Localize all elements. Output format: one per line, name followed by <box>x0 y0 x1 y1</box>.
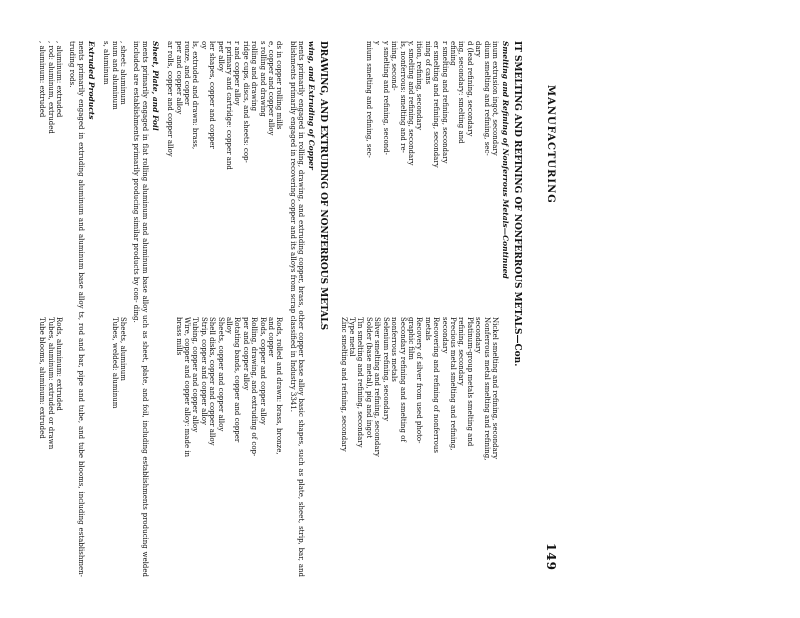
list-item: , aluminum: extruded <box>54 41 63 118</box>
list-item: Strip, copper and copper alloy <box>199 317 208 425</box>
list-item: Sheets, aluminum <box>118 317 127 381</box>
list-item: Sheets, copper and copper alloy <box>216 317 225 432</box>
list-item: y <box>373 41 382 45</box>
list-item: Precious metal smelting and refining, <box>448 317 457 451</box>
list-item: s rolling and drawing <box>258 41 267 117</box>
index-list-smelting <box>339 41 499 577</box>
list-item: ing, secondary: smelting and <box>457 41 466 144</box>
list-column-right <box>166 317 284 577</box>
list-item: and copper <box>267 317 276 357</box>
list-item: ining, second- <box>390 41 399 91</box>
list-item: Nonferrous metal smelting and refining, <box>482 317 491 461</box>
list-item: ridge cups, discs, and sheets: cop- <box>241 41 250 163</box>
list-item: ition, refining, secondary <box>415 41 424 131</box>
list-item: nonferrous metals <box>390 317 399 382</box>
subsection-heading-smelting: Smelting and Refining of Nonferrous Metals—Continued <box>501 41 510 279</box>
list-item: ronze, and copper <box>183 41 191 106</box>
list-item: secondary <box>474 317 483 354</box>
list-item: Tin smelting and refining, secondary <box>356 317 365 448</box>
list-item: Shell disks, copper and copper alloy <box>208 317 217 446</box>
definition-paragraph-aluminum-sheet: ments primarily engaged in flat rolling aluminum and aluminum base alloy uch as sheet, plate, and foil, including establishments producing welded included are establishments primarily producing similar products by con- ding. <box>132 41 149 577</box>
list-item: ls, extruded and drawn: brass, <box>191 41 200 150</box>
list-item: dium smelting and refining, sec- <box>482 41 491 156</box>
list-column-right <box>339 317 499 577</box>
list-item: per and copper alloy <box>174 41 183 115</box>
list-item: graphic film <box>406 317 415 360</box>
list-item: mium smelting and refining, sec- <box>364 41 373 158</box>
list-item: y, smelting and refining, secondary <box>406 41 415 166</box>
list-item: Recovering and refining of nonferrous <box>432 317 441 453</box>
section-heading-smelting: IT SMELTING AND REFINING OF NONFERROUS METALS—Con. <box>512 41 522 367</box>
subsection-heading-aluminum-extruded: Extruded Products <box>86 41 96 120</box>
list-item: rolling and drawing <box>250 41 259 112</box>
list-item: Tube blooms, aluminum: extruded <box>38 317 47 439</box>
list-item: per and copper alloy <box>241 317 250 391</box>
list-item: r primary and cartridge: copper and <box>225 41 234 170</box>
list-item: Rods, copper and copper alloy <box>258 317 267 425</box>
list-item: Rods, aluminum: extruded <box>54 317 63 411</box>
list-item: , rod: aluminum, extruded <box>46 41 55 134</box>
list-column-left <box>339 41 499 301</box>
list-item: Silver smelting and refining, secondary <box>373 317 382 457</box>
list-item: dary <box>474 41 483 57</box>
list-item: Recovery of silver from used photo- <box>415 317 424 444</box>
list-item: Wire, copper and copper alloy: made in <box>183 317 191 458</box>
list-item: efining <box>448 41 457 66</box>
list-item: Platinum-group metals smelting and <box>465 317 474 447</box>
list-item: metals <box>423 317 432 341</box>
page-content <box>38 41 522 577</box>
scanned-page <box>38 39 560 579</box>
list-item: Tubes, welded: aluminum <box>110 317 119 409</box>
list-item: Selenium refining, secondary <box>381 317 390 422</box>
list-item: er smelting and refining, secondary <box>432 41 441 168</box>
definition-paragraph-copper: nents primarily engaged in rolling, drawing, and extruding copper, brass, other copper base alloy basic shapes, such as plate, sheet, strip, bar, and blishments primarily engaged in recovering copper and its alloys from scrap classified in Industry 3341. <box>288 41 306 577</box>
list-item: y smelting and refining, second- <box>381 41 390 156</box>
list-item: ar rolls, copper and copper alloy <box>166 41 175 157</box>
list-item: refining, secondary <box>457 317 466 386</box>
list-item: alloy <box>225 317 234 334</box>
list-item: brass mills <box>174 317 183 356</box>
list-item: Zinc smelting and refining, secondary <box>339 317 348 452</box>
list-item: Type metal <box>348 317 357 357</box>
list-item: d (lead refining, secondary <box>465 41 474 137</box>
list-column-left <box>166 41 284 301</box>
running-head: MANUFACTURING <box>545 85 556 204</box>
list-item: ning of cans <box>423 41 432 85</box>
page-header <box>540 39 556 579</box>
list-item: , aluminum: extruded <box>38 41 47 118</box>
list-item: ler shapes, copper and copper <box>208 41 217 149</box>
list-item: Tubes, aluminum: extruded or drawn <box>46 317 55 450</box>
list-item: inum extrusion ingot, secondary <box>491 41 499 156</box>
definition-paragraph-aluminum-extruded: nents primarily engaged in extruding aluminum and aluminum base alloy ts, rod and bar, pipe and tube, and tube blooms, including establishmen- truding rods. <box>68 41 85 577</box>
list-item: Rotating bands, copper and copper <box>233 317 242 443</box>
list-item: per alloy <box>216 41 225 73</box>
list-item: r smelting and refining, secondary <box>440 41 449 164</box>
list-item: Tubing, copper and copper alloy <box>191 317 200 433</box>
list-item: oy <box>199 41 208 50</box>
list-item: , sheet: aluminum <box>118 41 127 105</box>
section-heading-drawing: DRAWING, AND EXTRUDING OF NONFERROUS METALS <box>318 41 329 331</box>
list-item: Secondary refining and smelting of <box>398 317 407 442</box>
page-number: 149 <box>544 542 558 571</box>
list-item: secondary <box>440 317 449 354</box>
list-item: num and aluminum <box>110 41 119 110</box>
list-item: r and copper alloy <box>233 41 242 106</box>
index-list-copper <box>166 41 284 577</box>
list-column-left <box>102 41 127 301</box>
list-column-right <box>38 317 63 577</box>
list-item: Rods, rolled and drawn: brass, bronze, <box>275 317 284 455</box>
list-column-left <box>38 41 63 301</box>
index-list-aluminum-extruded <box>38 41 63 577</box>
list-item: s, aluminum <box>102 41 111 85</box>
list-item: e, copper and copper alloy <box>267 41 276 136</box>
list-column-right <box>102 317 127 577</box>
index-list-aluminum-sheet <box>102 41 127 577</box>
list-item: ls, nonferrous: smelting and re- <box>398 41 407 153</box>
subsection-heading-copper: wing, and Extruding of Copper <box>307 41 317 170</box>
list-item: Rolling, drawing, and extruding of cop- <box>250 317 259 457</box>
list-item: Nickel smelting and refining, secondary <box>491 317 499 460</box>
subsection-heading-aluminum-sheet: Sheet, Plate, and Foil <box>150 41 160 131</box>
list-item: ds in copper rolling mills <box>275 41 284 130</box>
list-item: Solder (base metal), pig and ingot <box>364 317 373 439</box>
